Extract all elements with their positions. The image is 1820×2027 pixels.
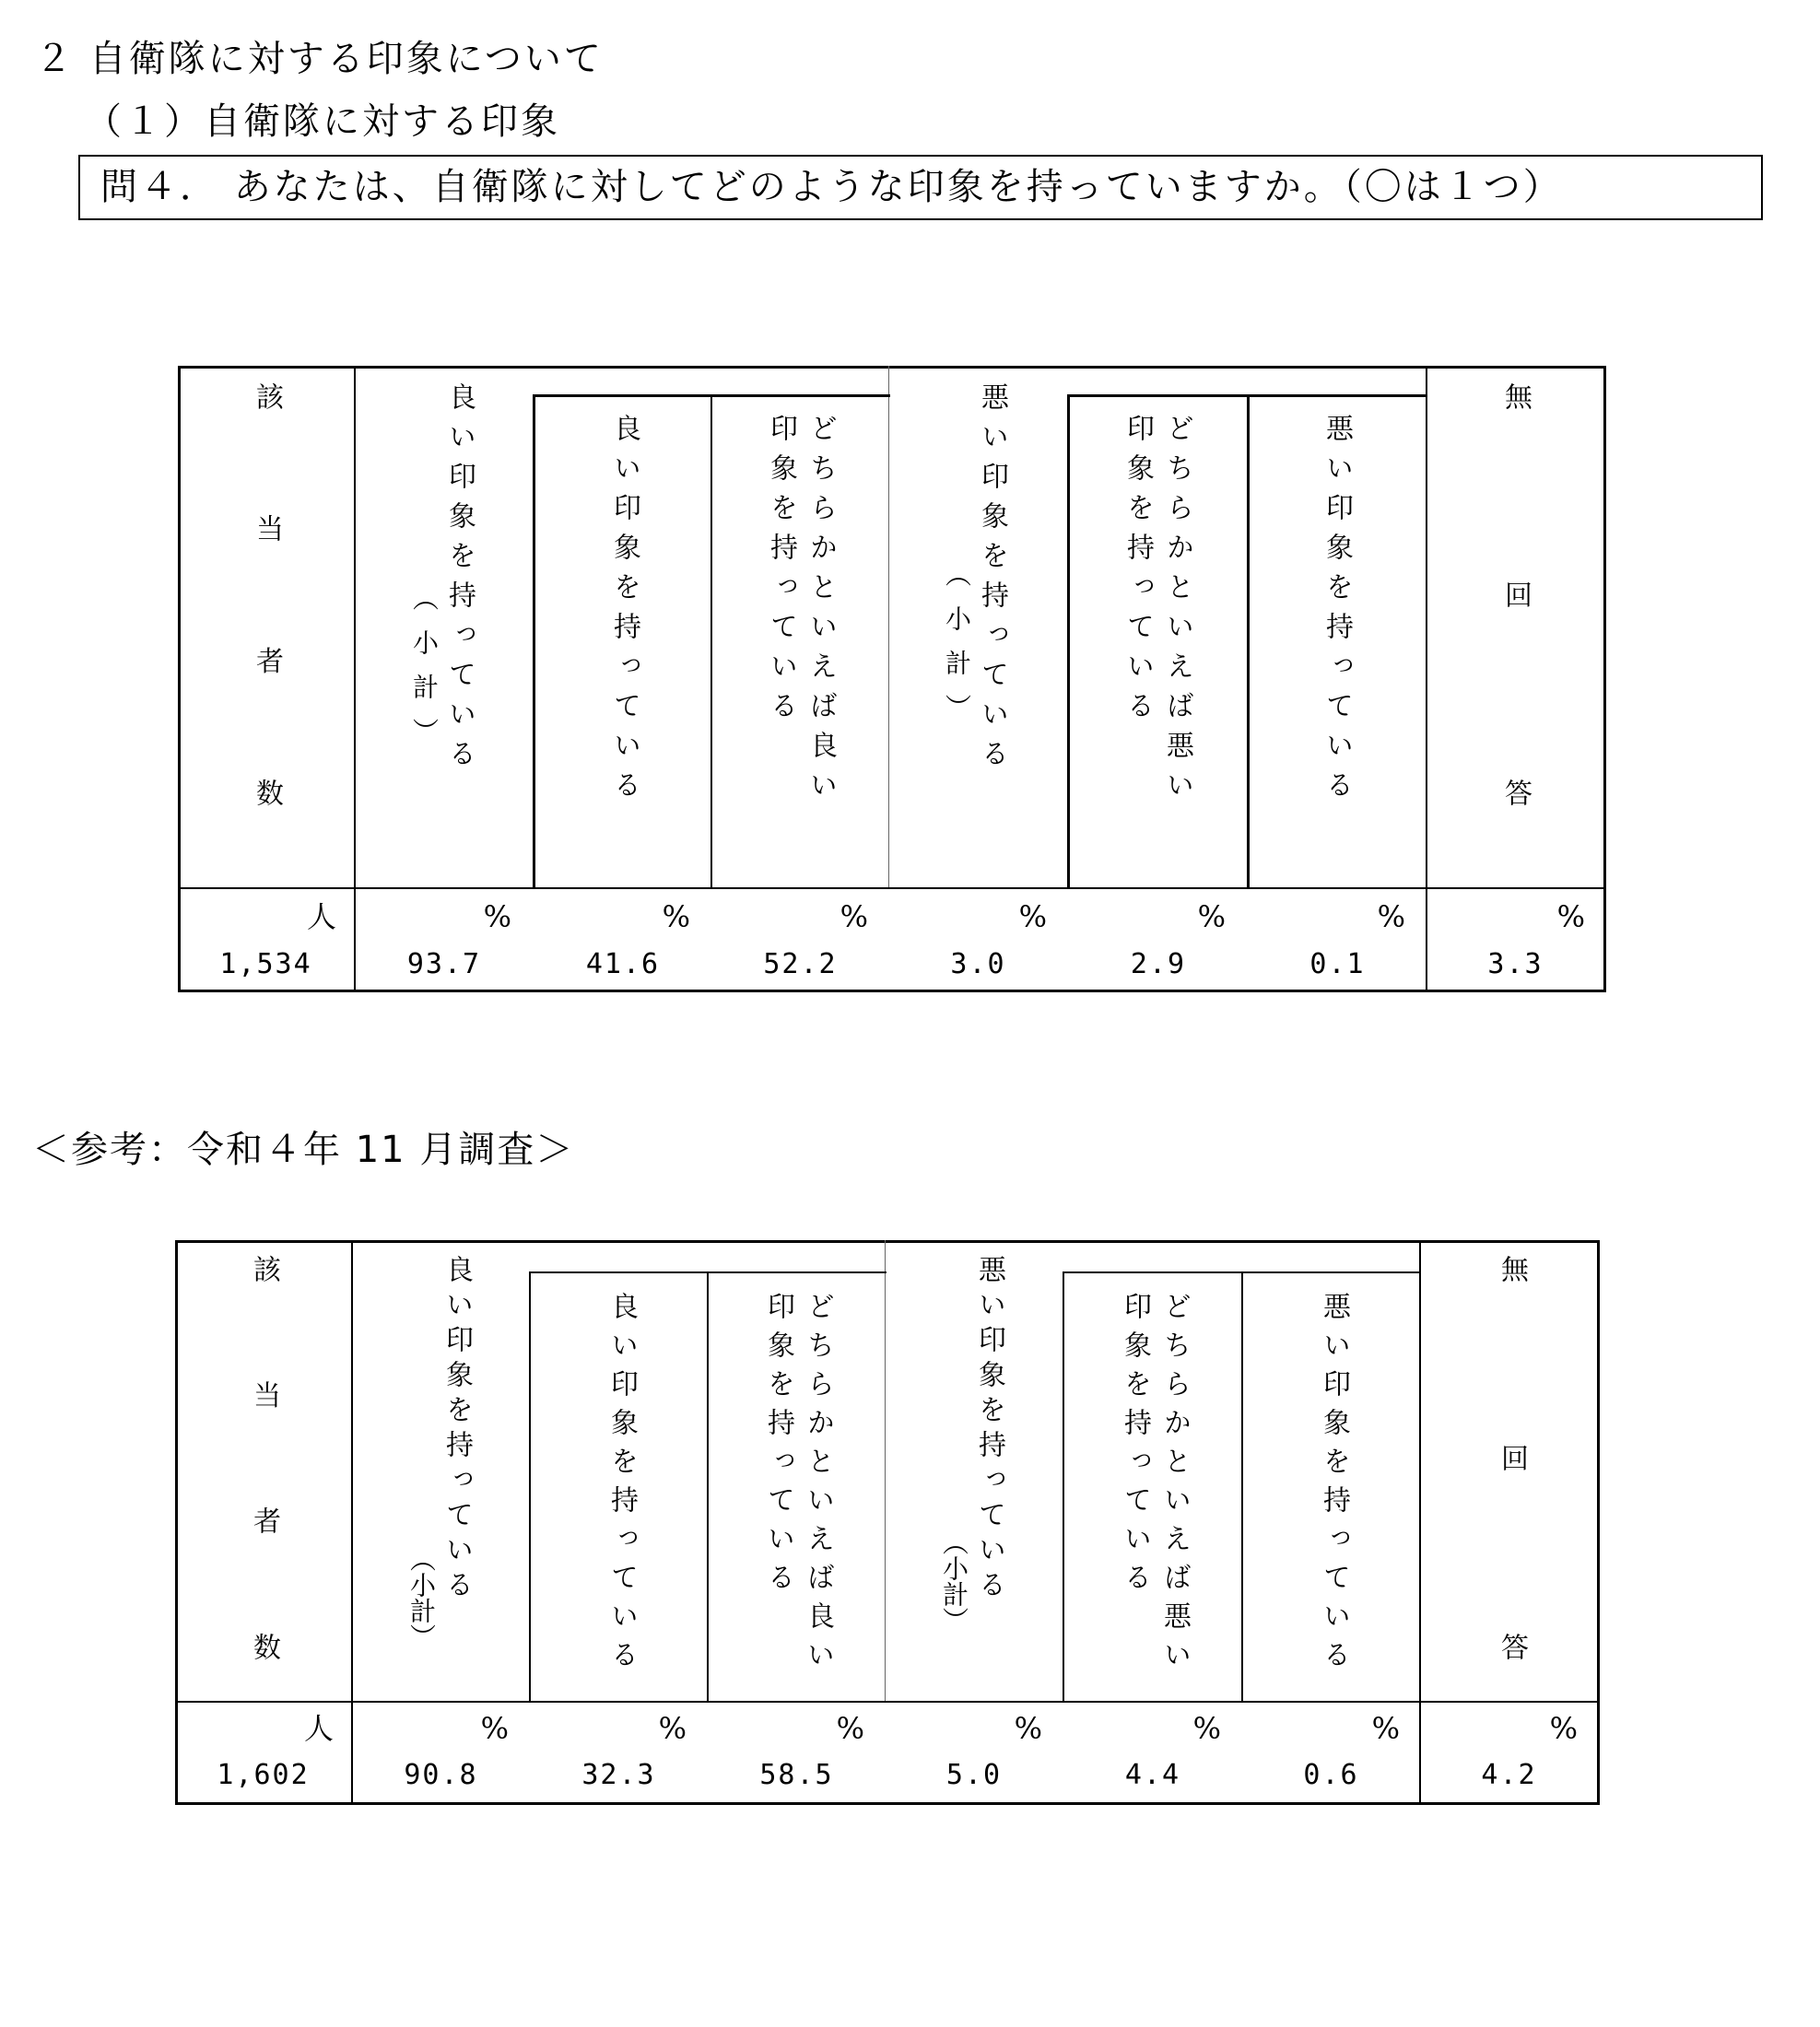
question-box <box>78 155 1763 220</box>
header-bad-subtotal-paren: （小計） <box>939 1529 969 1633</box>
value-no-answer: 3.3 <box>1487 948 1544 980</box>
unit-percent: % <box>662 899 690 934</box>
header-good-subtotal-paren: （小計） <box>406 1546 437 1649</box>
header-somewhat-good-line2: 印象を持っている <box>762 1292 794 1601</box>
header-somewhat-bad-line2: 印象を持っている <box>1121 414 1154 731</box>
value-bad-subtotal: 5.0 <box>945 1759 1003 1791</box>
value-bad: 0.1 <box>1309 948 1366 980</box>
unit-percent: % <box>1014 1711 1042 1746</box>
unit-percent: % <box>658 1711 687 1746</box>
header-somewhat-bad-line1: どちらかといえば悪い <box>1161 414 1193 810</box>
header-good-subtotal: 良い印象を持っている <box>443 382 476 779</box>
unit-percent: % <box>480 1711 509 1746</box>
value-somewhat-good: 52.2 <box>763 948 838 980</box>
unit-percent: % <box>1018 899 1047 934</box>
value-good: 32.3 <box>581 1759 656 1791</box>
value-good: 41.6 <box>585 948 661 980</box>
section-title: ２ 自衛隊に対する印象について <box>35 38 604 80</box>
header-bad: 悪い印象を持っている <box>1321 414 1353 810</box>
unit-percent: % <box>483 899 511 934</box>
unit-percent: % <box>836 1711 864 1746</box>
table-current <box>178 366 1606 992</box>
unit-percent: % <box>1371 1711 1400 1746</box>
unit-percent: % <box>1192 1711 1221 1746</box>
header-somewhat-bad-line1: どちらかといえば悪い <box>1158 1292 1191 1679</box>
value-somewhat-bad: 2.9 <box>1130 948 1187 980</box>
value-bad: 0.6 <box>1303 1759 1359 1791</box>
header-somewhat-good-line1: どちらかといえば良い <box>804 414 837 810</box>
respondents-value: 1,534 <box>219 948 312 980</box>
header-no-answer: 無回答 <box>1496 1255 1528 1660</box>
unit-person: 人 <box>303 1711 334 1746</box>
header-good: 良い印象を持っている <box>608 414 640 810</box>
header-bad-subtotal-paren: （小計） <box>942 561 972 738</box>
unit-person: 人 <box>306 899 336 934</box>
value-good-subtotal: 90.8 <box>404 1759 478 1791</box>
value-good-subtotal: 93.7 <box>406 948 482 980</box>
header-somewhat-good-line2: 印象を持っている <box>765 414 797 731</box>
value-somewhat-good: 58.5 <box>759 1759 834 1791</box>
unit-percent: % <box>1197 899 1226 934</box>
value-somewhat-bad: 4.4 <box>1124 1759 1181 1791</box>
respondents-value: 1,602 <box>217 1759 310 1791</box>
subsection-title: （１）自衛隊に対する印象 <box>85 100 560 143</box>
header-respondents: 該当者数 <box>251 382 283 806</box>
table-reference <box>175 1240 1600 1805</box>
value-bad-subtotal: 3.0 <box>950 948 1006 980</box>
unit-percent: % <box>1377 899 1405 934</box>
header-bad: 悪い印象を持っている <box>1318 1292 1350 1679</box>
header-good: 良い印象を持っている <box>605 1292 638 1679</box>
unit-percent: % <box>1549 1711 1578 1746</box>
unit-percent: % <box>840 899 868 934</box>
header-good-subtotal-paren: （小計） <box>409 585 440 762</box>
value-no-answer: 4.2 <box>1481 1759 1537 1791</box>
unit-percent: % <box>1556 899 1585 934</box>
header-no-answer: 無回答 <box>1499 382 1532 806</box>
header-respondents: 該当者数 <box>248 1255 280 1660</box>
header-somewhat-good-line1: どちらかといえば良い <box>802 1292 834 1679</box>
header-somewhat-bad-line2: 印象を持っている <box>1119 1292 1151 1601</box>
reference-title: ＜参考：令和４年 11 月調査＞ <box>32 1129 575 1171</box>
question-text: 問４． あなたは、自衛隊に対してどのような印象を持っていますか。（〇は１つ） <box>100 166 1563 208</box>
header-bad-subtotal: 悪い印象を持っている <box>976 382 1008 779</box>
header-bad-subtotal: 悪い印象を持っている <box>973 1255 1005 1605</box>
header-good-subtotal: 良い印象を持っている <box>440 1255 473 1605</box>
